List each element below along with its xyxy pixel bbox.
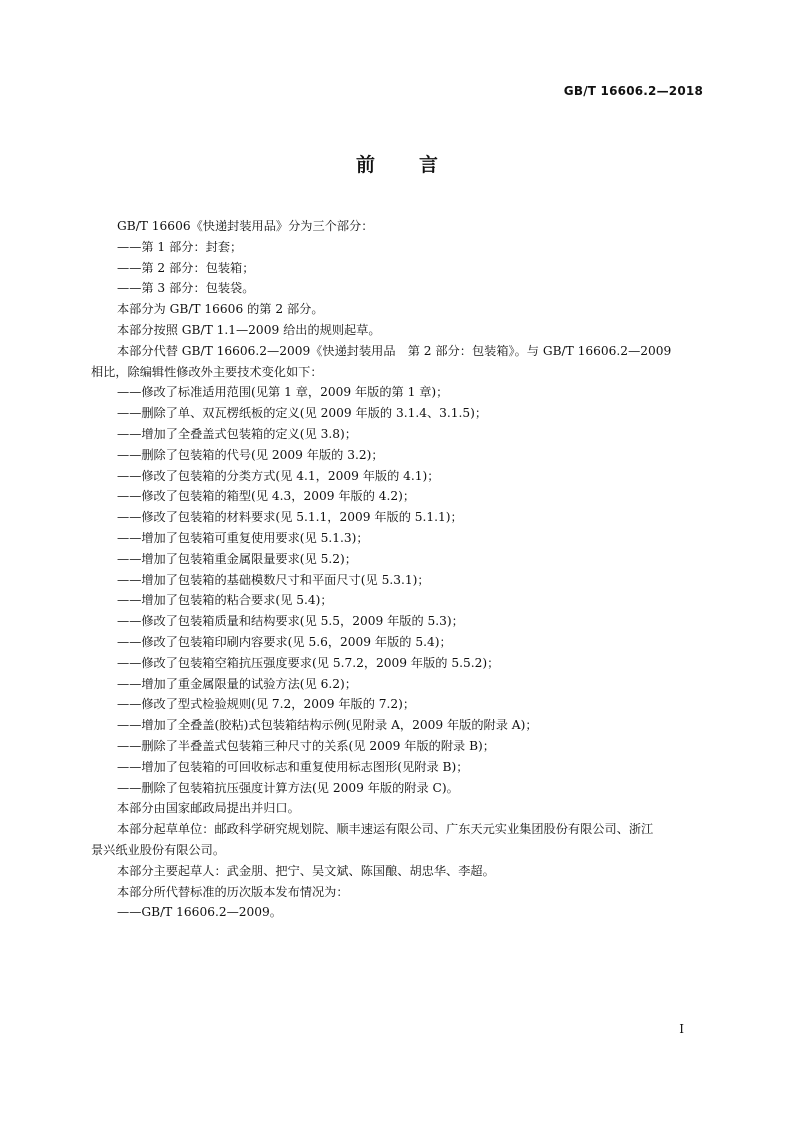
foreword-body	[91, 216, 711, 923]
paragraph-parts-intro: GB/T 16606《快递封装用品》分为三个部分：	[117, 219, 374, 233]
list-item: ——删除了包装箱抗压强度计算方法(见 2009 年版的附录 C)。	[117, 780, 459, 795]
list-item: ——增加了包装箱可重复使用要求(见 5.1.3)；	[117, 530, 369, 545]
list-item-part-3: ——第 3 部分：包装袋。	[117, 281, 255, 296]
page-title: 前言	[355, 154, 482, 176]
list-item: ——增加了重金属限量的试验方法(见 6.2)；	[117, 676, 357, 691]
standard-code-header: GB/T 16606.2—2018	[563, 84, 703, 98]
paragraph-replaces-line2: 相比，除编辑性修改外主要技术变化如下：	[91, 364, 323, 379]
list-item: ——删除了半叠盖式包装箱三种尺寸的关系(见 2009 年版的附录 B)；	[117, 738, 495, 753]
list-item: ——增加了包装箱的可回收标志和重复使用标志图形(见附录 B)；	[117, 759, 469, 774]
paragraph-drafting-units-line1: 本部分起草单位：邮政科学研究规划院、顺丰速运有限公司、广东天元实业集团股份有限公司、浙江	[117, 822, 654, 837]
paragraph-replaces-line1: 本部分代替 GB/T 16606.2—2009《快递封装用品 第 2 部分：包装箱》。与 GB/T 16606.2—2009	[117, 343, 672, 358]
list-item: ——增加了包装箱的粘合要求(见 5.4)；	[117, 593, 333, 608]
page-number: I	[679, 1022, 684, 1036]
list-item: ——修改了型式检验规则(见 7.2，2009 年版的 7.2)；	[117, 697, 416, 712]
list-item: ——增加了包装箱的基础模数尺寸和平面尺寸(见 5.3.1)；	[117, 572, 430, 587]
list-item: ——修改了包装箱空箱抗压强度要求(见 5.7.2，2009 年版的 5.5.2)；	[117, 655, 500, 670]
list-item: ——修改了包装箱印刷内容要求(见 5.6，2009 年版的 5.4)；	[117, 634, 452, 649]
list-item: ——增加了全叠盖式包装箱的定义(见 3.8)；	[117, 426, 357, 441]
list-item: ——增加了全叠盖(胶粘)式包装箱结构示例(见附录 A，2009 年版的附录 A)；	[117, 718, 538, 733]
paragraph-proposed-by: 本部分由国家邮政局提出并归口。	[117, 801, 300, 816]
paragraph-this-part: 本部分为 GB/T 16606 的第 2 部分。	[117, 302, 324, 317]
list-item: ——修改了包装箱的分类方式(见 4.1，2009 年版的 4.1)；	[117, 468, 440, 483]
list-item-part-1: ——第 1 部分：封套；	[117, 239, 243, 254]
paragraph-history-intro: 本部分所代替标准的历次版本发布情况为：	[117, 884, 349, 899]
list-item: ——修改了包装箱质量和结构要求(见 5.5，2009 年版的 5.3)；	[117, 614, 464, 629]
list-item: ——修改了包装箱的材料要求(见 5.1.1，2009 年版的 5.1.1)；	[117, 510, 463, 525]
list-item-history: ——GB/T 16606.2—2009。	[117, 905, 282, 920]
list-item: ——修改了标准适用范围(见第 1 章，2009 年版的第 1 章)；	[117, 385, 449, 400]
paragraph-drafters: 本部分主要起草人：武金朋、把宁、吴文斌、陈国酿、胡忠华、李超。	[117, 863, 495, 878]
paragraph-drafting-units-line2: 景兴纸业股份有限公司。	[91, 842, 226, 857]
paragraph-drafting-rules: 本部分按照 GB/T 1.1—2009 给出的规则起草。	[117, 322, 381, 337]
list-item: ——修改了包装箱的箱型(见 4.3，2009 年版的 4.2)；	[117, 489, 416, 504]
list-item: ——删除了单、双瓦楞纸板的定义(见 2009 年版的 3.1.4、3.1.5)；	[117, 406, 488, 421]
changes-list	[91, 382, 711, 798]
list-item-part-2: ——第 2 部分：包装箱；	[117, 260, 255, 275]
list-item: ——删除了包装箱的代号(见 2009 年版的 3.2)；	[117, 447, 384, 462]
list-item: ——增加了包装箱重金属限量要求(见 5.2)；	[117, 551, 357, 566]
